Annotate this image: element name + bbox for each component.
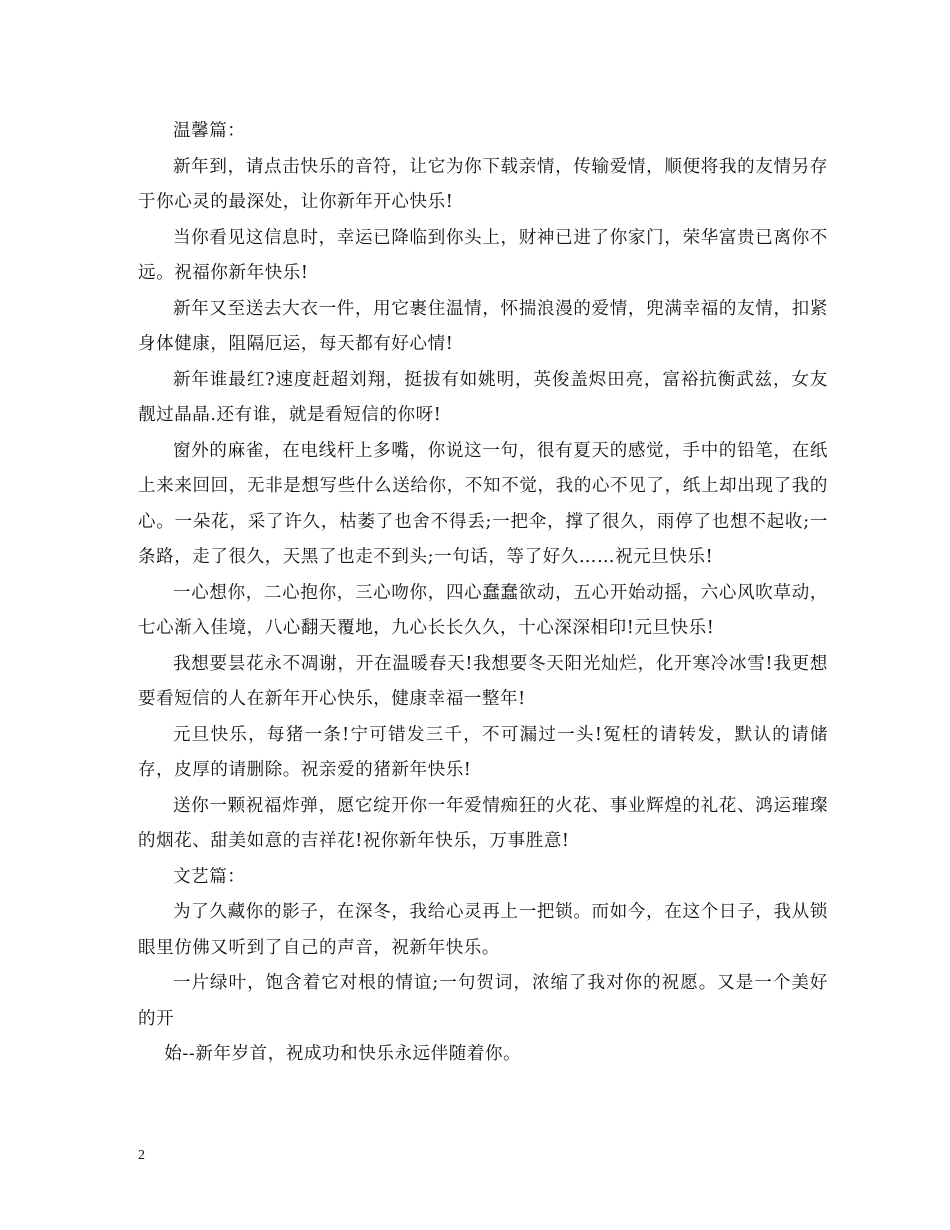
paragraph: 窗外的麻雀，在电线杆上多嘴，你说这一句，很有夏天的感觉，手中的铅笔，在纸上来来回回，无非是想写些什么送给你，不知不觉，我的心不见了，纸上却出现了我的心。一朵花，采了许久，枯萎了也舍不得丢;一把伞，撑了很久，雨停了也想不起收;一条路，走了很久，天黑了也走不到头;一句话，等了好久……祝元旦快乐!	[138, 440, 828, 567]
paragraph: 当你看见这信息时，幸运已降临到你头上，财神已进了你家门，荣华富贵已离你不远。祝福你新年快乐!	[138, 227, 828, 283]
paragraph: 新年到，请点击快乐的音符，让它为你下载亲情，传输爱情，顺便将我的友情另存于你心灵的最深处，让你新年开心快乐!	[138, 156, 828, 212]
document-body	[138, 114, 828, 1073]
paragraph: 新年又至送去大衣一件，用它裹住温情，怀揣浪漫的爱情，兜满幸福的友情，扣紧身体健康，阻隔厄运，每天都有好心情!	[138, 298, 828, 354]
paragraph: 元旦快乐，每猪一条!宁可错发三千，不可漏过一头!冤枉的请转发，默认的请储存，皮厚的请删除。祝亲爱的猪新年快乐!	[138, 724, 828, 780]
paragraph: 我想要昙花永不凋谢，开在温暖春天!我想要冬天阳光灿烂，化开寒冷冰雪!我更想要看短信的人在新年开心快乐，健康幸福一整年!	[138, 653, 828, 709]
section-heading-warm: 温馨篇：	[173, 121, 246, 141]
paragraph: 送你一颗祝福炸弹，愿它绽开你一年爱情痴狂的火花、事业辉煌的礼花、鸿运璀璨的烟花、甜美如意的吉祥花!祝你新年快乐，万事胜意!	[138, 795, 828, 851]
paragraph: 为了久藏你的影子，在深冬，我给心灵再上一把锁。而如今，在这个日子，我从锁眼里仿佛又听到了自己的声音，祝新年快乐。	[138, 902, 828, 958]
paragraph: 一心想你，二心抱你，三心吻你，四心蠢蠢欲动，五心开始动摇，六心风吹草动，七心渐入佳境，八心翻天覆地，九心长长久久，十心深深相印!元旦快乐!	[138, 582, 828, 638]
paragraph: 一片绿叶，饱含着它对根的情谊;一句贺词，浓缩了我对你的祝愿。又是一个美好的开	[138, 973, 828, 1029]
paragraph: 新年谁最红?速度赶超刘翔，挺拔有如姚明，英俊盖烬田亮，富裕抗衡武兹，女友靓过晶晶.还有谁，就是看短信的你呀!	[138, 369, 828, 425]
page-number: 2	[138, 1148, 145, 1163]
paragraph-continuation: 始--新年岁首，祝成功和快乐永远伴随着你。	[164, 1044, 522, 1064]
section-heading-literary: 文艺篇：	[173, 866, 246, 887]
